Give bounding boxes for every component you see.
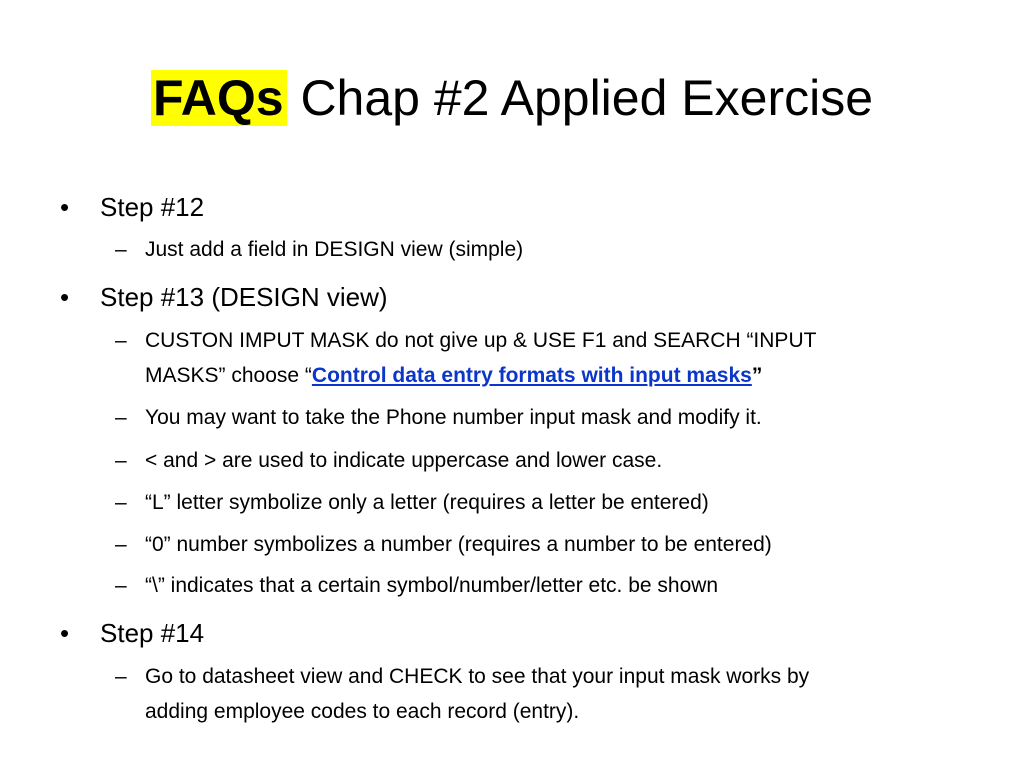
input-mask-tip-prefix: MASKS” choose “ [145, 364, 312, 387]
input-masks-help-link[interactable]: Control data entry formats with input masks [311, 364, 752, 387]
step-13-heading: Step #13 (DESIGN view) [100, 282, 388, 312]
bullet-dot: • [60, 282, 70, 312]
bullet-dot: • [60, 192, 70, 222]
input-mask-tip-suffix: ” [751, 364, 763, 387]
step-14-item-line2: adding employee codes to each record (entry). [145, 700, 580, 723]
slide-title [0, 62, 1024, 134]
input-mask-tip-line2 [145, 358, 762, 393]
dash-bullet: – [115, 406, 127, 429]
dash-bullet: – [115, 574, 127, 597]
step-13-item: You may want to take the Phone number input mask and modify it. [145, 406, 762, 429]
step-13-item: “L” letter symbolize only a letter (requires a letter be entered) [145, 491, 709, 514]
step-13-item: “0” number symbolizes a number (requires a number to be entered) [145, 533, 772, 556]
step-14-item-line1: Go to datasheet view and CHECK to see that your input mask works by [145, 665, 810, 688]
step-13-item: “\” indicates that a certain symbol/number/letter etc. be shown [145, 574, 719, 597]
dash-bullet: – [115, 491, 127, 514]
step-12-heading: Step #12 [100, 192, 205, 222]
dash-bullet: – [115, 665, 127, 688]
bullet-dot: • [60, 618, 70, 648]
input-mask-tip-line1: CUSTON IMPUT MASK do not give up & USE F1 and SEARCH “INPUT [145, 329, 817, 352]
dash-bullet: – [115, 329, 127, 352]
title-text: Chap #2 Applied Exercise [286, 70, 874, 126]
step-12-item: Just add a field in DESIGN view (simple) [145, 238, 524, 261]
dash-bullet: – [115, 533, 127, 556]
step-13-item: < and > are used to indicate uppercase and lower case. [145, 449, 663, 472]
step-14-heading: Step #14 [100, 618, 205, 648]
title-highlight: FAQs [151, 70, 287, 126]
dash-bullet: – [115, 449, 127, 472]
dash-bullet: – [115, 238, 127, 261]
